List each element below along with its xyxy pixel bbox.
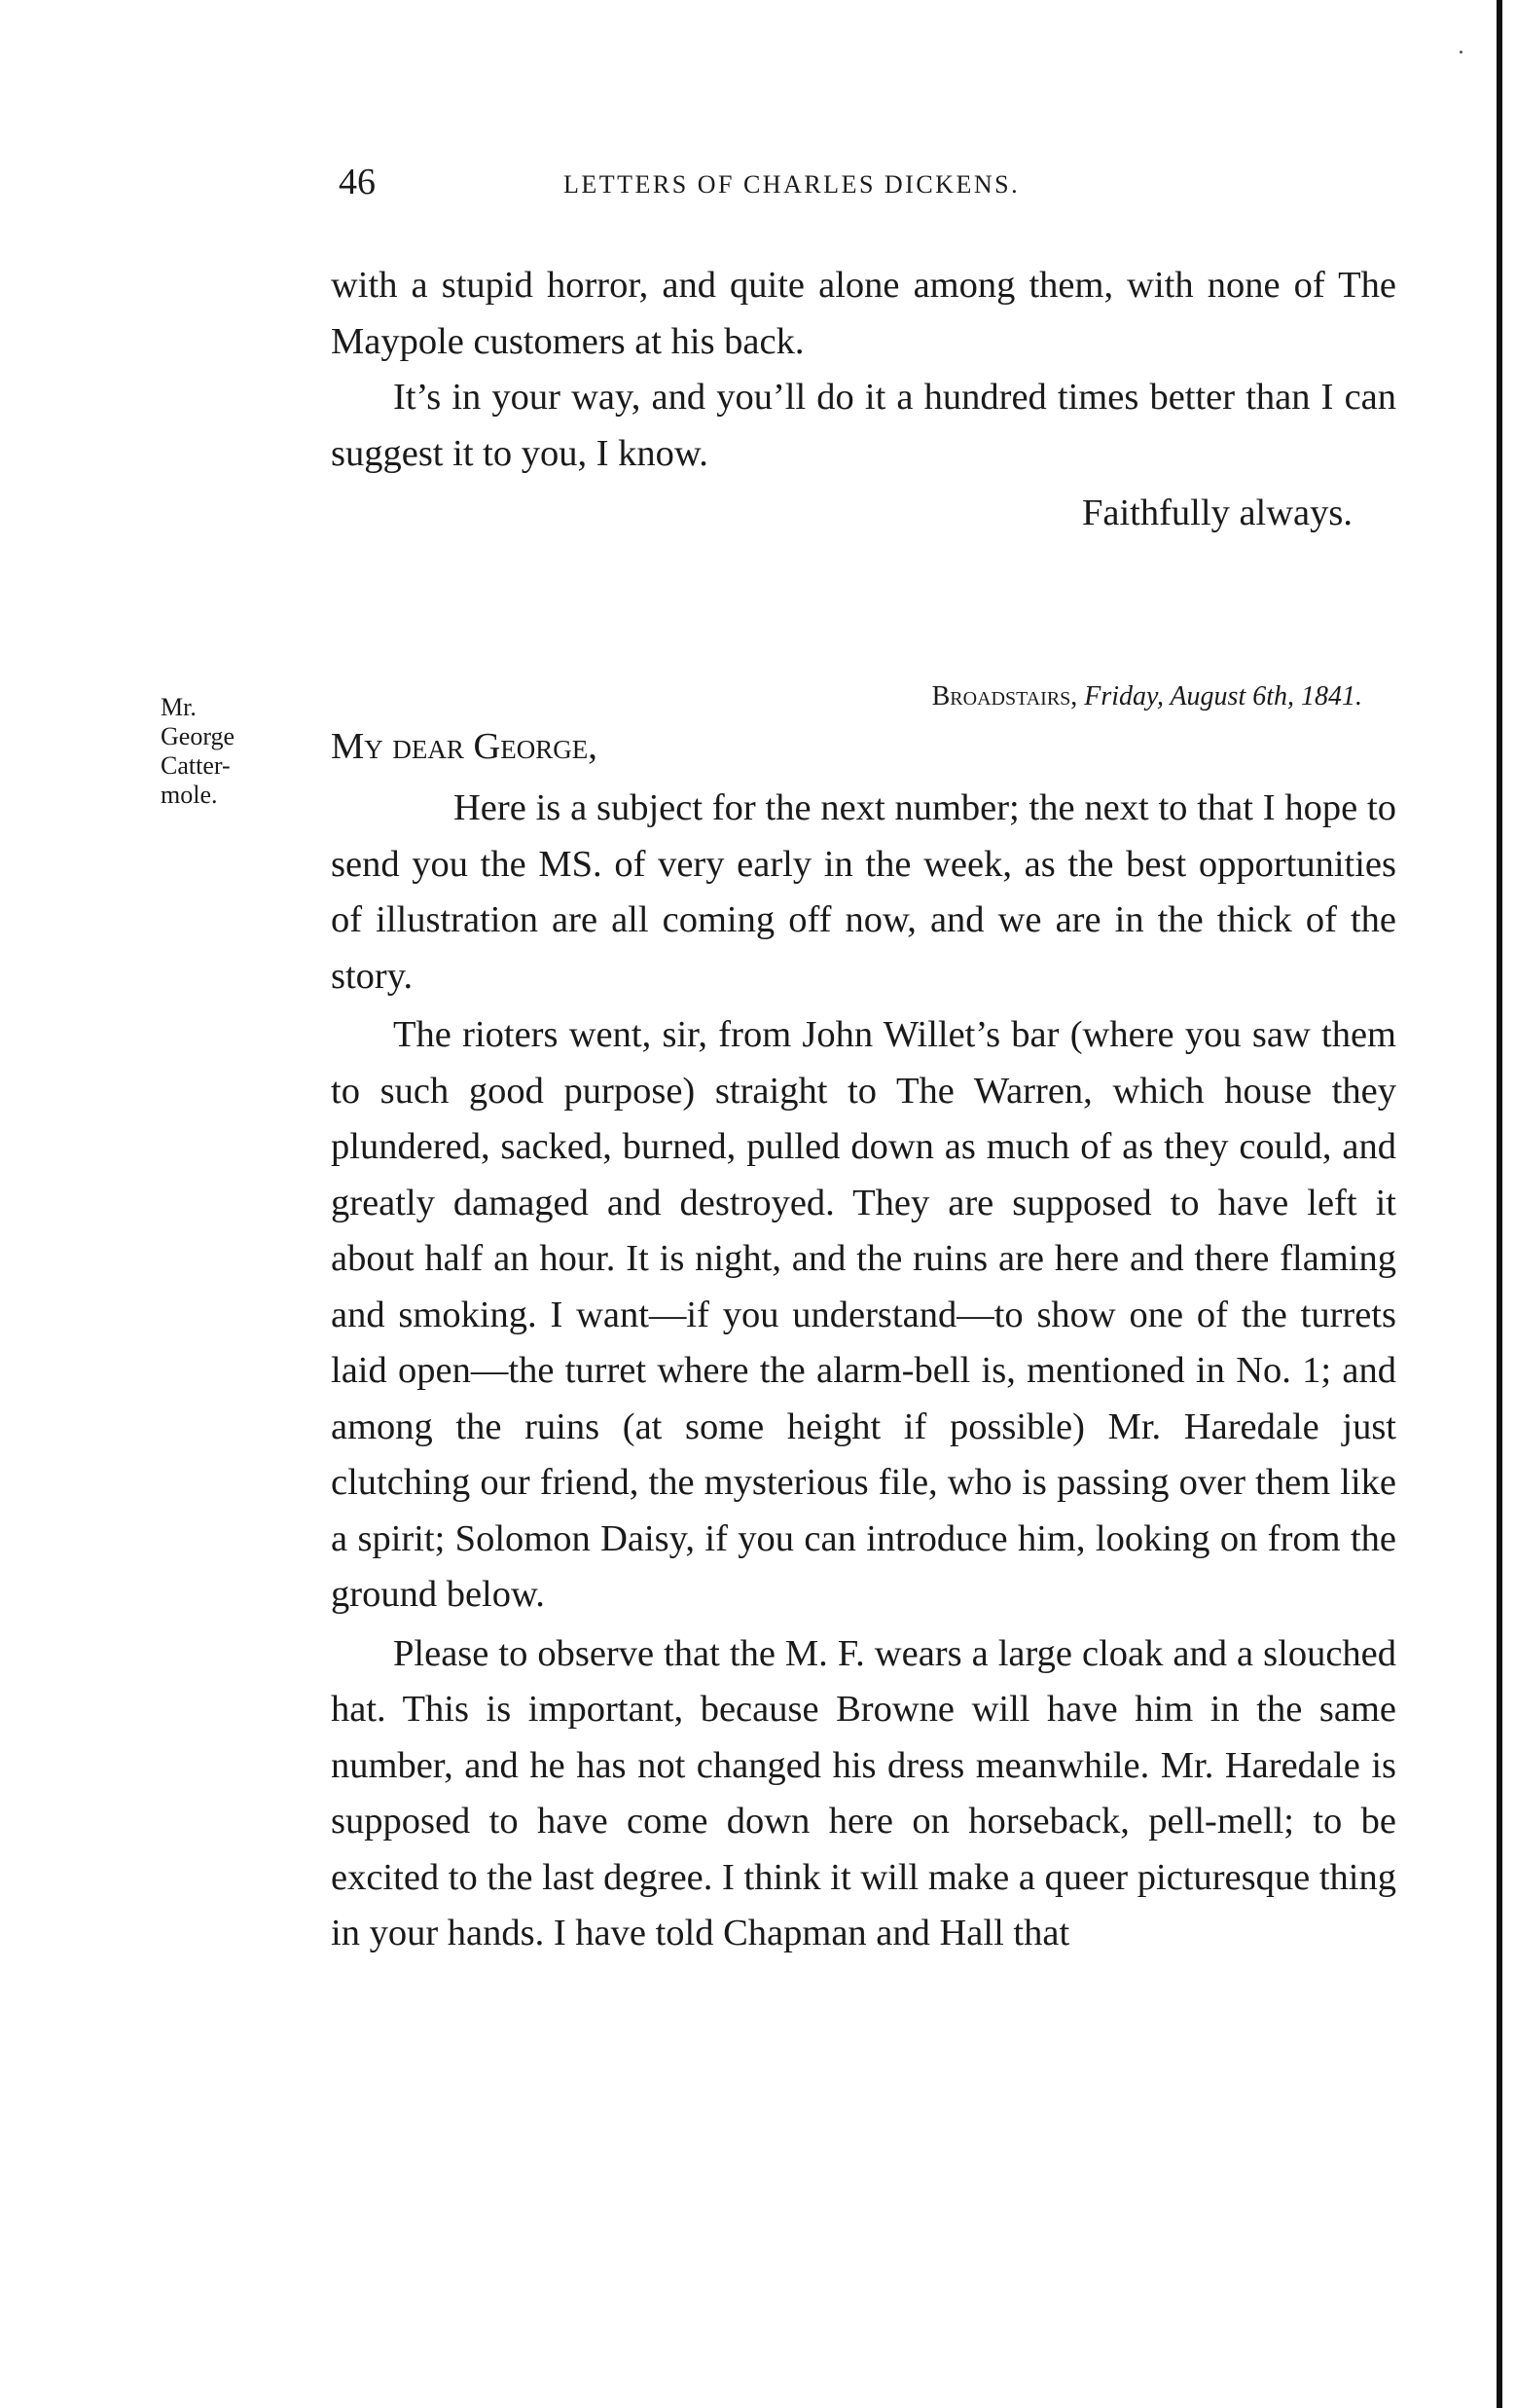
paragraph: Please to observe that the M. F. wears a large cloak and a slouched hat. This is important, because Browne will have him in the same number, and he has not changed his dress meanwhile. Mr. Haredale is supposed to have come down here on horseback, pell-mell; to be excited to the last degree. I think it will make a queer picturesque thing in your hands. I have told Chapman and Hall that — [331, 1632, 1396, 1953]
scan-speck — [1460, 51, 1462, 54]
paragraph: The rioters went, sir, from John Willet’s bar (where you saw them to such good purpose) straight to The Warren, which house they plundered, sacked, burned, pulled down as much of as they could, and greatly damaged and destroyed. They are supposed to have left it about half an hour. It is night, and the ruins are here and there flaming and smoking. I want—if you understand—to show one of the turrets laid open—the turret where the alarm-bell is, mentioned in No. 1; and among the ruins (at some height if possible) Mr. Haredale just clutching our friend, the mysterious file, who is passing over them like a spirit; Solomon Daisy, if you can introduce him, looking on from the ground below. — [331, 1014, 1396, 1615]
letter-date: Friday, August 6th, 1841. — [1084, 681, 1362, 711]
margin-note-line: Mr. — [161, 693, 197, 721]
letter-one-ending — [331, 258, 1396, 482]
page-header — [331, 161, 1396, 209]
margin-note-line: mole. — [161, 781, 218, 809]
margin-note-line: George — [161, 722, 235, 750]
paragraph: It’s in your way, and you’ll do it a hundred times better than I can suggest it to you, I know. — [331, 377, 1396, 474]
letter-place: Broadstairs — [931, 681, 1071, 711]
letter-closing: Faithfully always. — [1081, 493, 1353, 533]
page-number: 46 — [339, 162, 376, 202]
letter-dateline: Broadstairs, Friday, August 6th, 1841. — [931, 681, 1362, 711]
letter-salutation: My dear George, — [331, 726, 597, 767]
margin-note-recipient — [161, 693, 272, 810]
paragraph: Here is a subject for the next number; the next to that I hope to send you the MS. of very early in the week, as the best opportunities of illustration are all coming off now, and we are in the thick of the story. — [331, 787, 1396, 997]
page-edge-rule — [1497, 0, 1502, 2408]
paragraph: with a stupid horror, and quite alone among them, with none of The Maypole customers at his back. — [331, 265, 1396, 362]
running-head: LETTERS OF CHARLES DICKENS. — [563, 170, 1021, 199]
margin-note-line: Catter- — [161, 751, 231, 780]
letter-two-body — [331, 781, 1396, 1962]
